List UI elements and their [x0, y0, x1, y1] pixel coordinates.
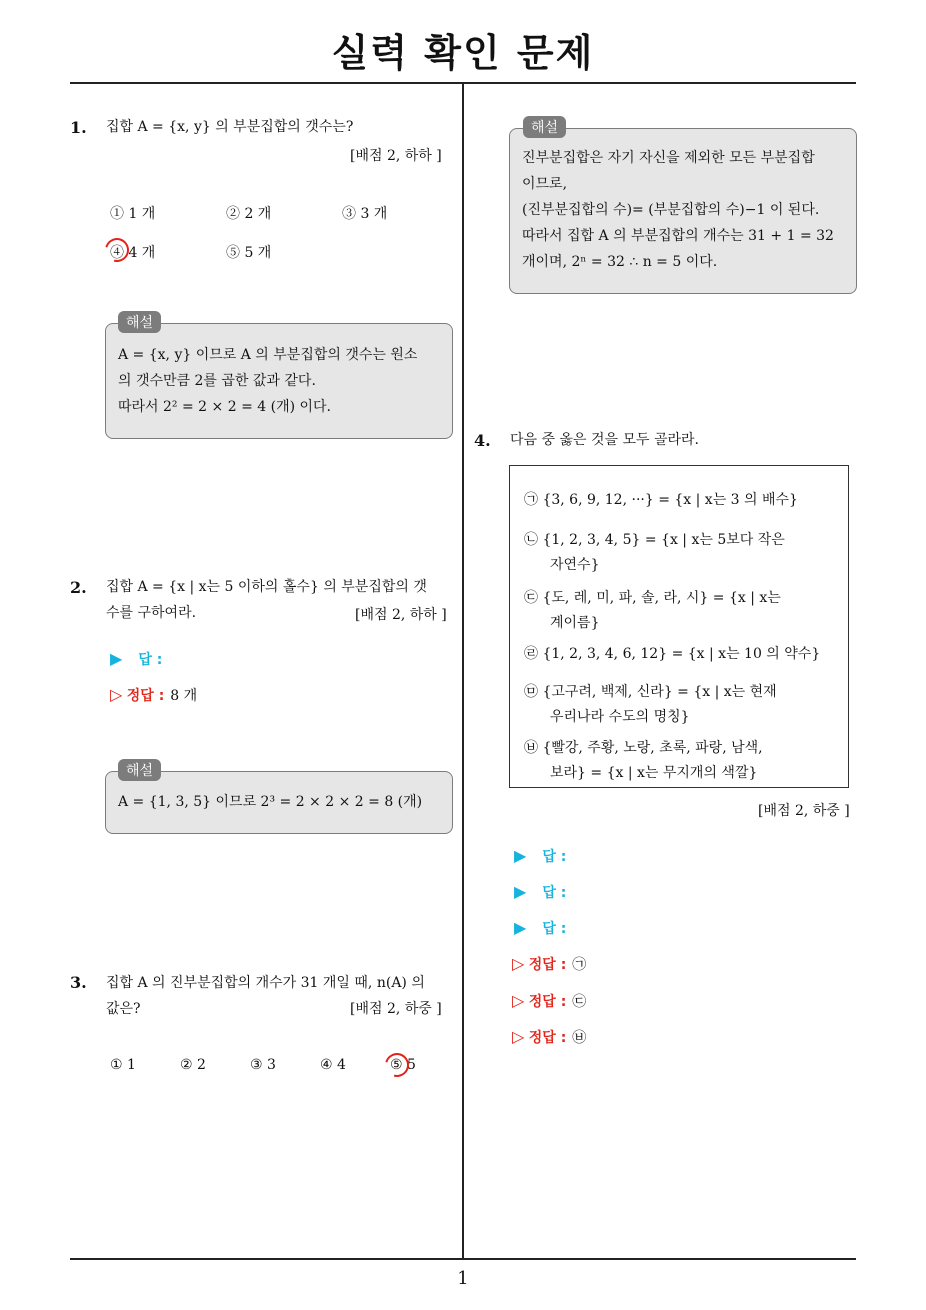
solution-tab: 해설 [118, 759, 161, 781]
footer-divider [70, 1258, 856, 1260]
solution-text [522, 145, 834, 275]
choice-4[interactable]: ④ 4 [320, 1057, 346, 1073]
correct-label: 정답 : [126, 688, 165, 704]
question-number: 3. [70, 973, 87, 992]
choice-5[interactable]: ⑤ 5 [390, 1057, 416, 1073]
options-box [509, 465, 849, 788]
option-line: 보라} = {x | x는 무지개의 색깔} [550, 765, 758, 781]
solution-line: 따라서 2² = 2 × 2 = 4 (개) 이다. [118, 399, 332, 415]
option-line: ㉥ {빨강, 주황, 노랑, 초록, 파랑, 남색, [524, 740, 763, 756]
option-item[interactable] [524, 680, 777, 730]
solution-line: (진부분집합의 수)= (부분집합의 수)−1 이 된다. [522, 202, 820, 218]
question-text: 집합 A = {x, y} 의 부분집합의 갯수는? [106, 119, 354, 135]
correct-value: 8 개 [170, 688, 198, 704]
choice-3[interactable]: ③ 3 [250, 1057, 276, 1073]
question-number: 4. [474, 431, 491, 450]
score-meta: [배점 2, 하중 ] [350, 1001, 442, 1017]
correct-label: 정답 : [528, 1030, 567, 1046]
correct-answer [512, 1027, 586, 1047]
question-text: 다음 중 옳은 것을 모두 골라라. [510, 432, 699, 448]
option-line: ㉤ {고구려, 백제, 신라} = {x | x는 현재 [524, 684, 777, 700]
option-item[interactable] [524, 736, 763, 786]
answer-field[interactable] [514, 918, 566, 938]
solution-box [105, 323, 453, 439]
solution-line: A = {1, 3, 5} 이므로 2³ = 2 × 2 × 2 = 8 (개) [118, 794, 423, 810]
solution-line: 의 갯수만큼 2를 곱한 값과 같다. [118, 373, 316, 389]
option-line: ㉢ {도, 레, 미, 파, 솔, 라, 시} = {x | x는 [524, 590, 781, 606]
correct-answer [512, 954, 586, 974]
solution-line: 이므로, [522, 176, 568, 192]
outline-play-icon: ▷ [512, 954, 525, 973]
solution-line: 따라서 집합 A 의 부분집합의 개수는 31 + 1 = 32 [522, 228, 834, 244]
solution-tab: 해설 [118, 311, 161, 333]
play-icon: ▶ [514, 882, 527, 901]
solution-box [509, 128, 857, 294]
option-line: ㉠ {3, 6, 9, 12, ···} = {x | x는 3 의 배수} [524, 492, 798, 508]
choice-2[interactable]: ② 2 개 [226, 206, 272, 222]
option-item[interactable] [524, 642, 820, 667]
answer-label: 답 : [542, 921, 567, 937]
answer-label: 답 : [138, 652, 163, 668]
option-item[interactable] [524, 528, 785, 578]
question-text-line: 값은? [106, 1001, 141, 1017]
question-number: 2. [70, 578, 87, 597]
choice-5[interactable]: ⑤ 5 개 [226, 245, 272, 261]
correct-answer [110, 685, 197, 705]
solution-text [118, 342, 417, 420]
page-number: 1 [457, 1268, 469, 1289]
question-text-line: 수를 구하여라. [106, 605, 197, 621]
page-title: 실력 확인 문제 [331, 31, 595, 75]
solution-tab: 해설 [523, 116, 566, 138]
score-meta: [배점 2, 하하 ] [355, 607, 447, 623]
outline-play-icon: ▷ [512, 991, 525, 1010]
question-text-line: 집합 A = {x | x는 5 이하의 홀수} 의 부분집합의 갯 [106, 579, 427, 595]
score-meta: [배점 2, 하중 ] [758, 803, 850, 819]
answer-field[interactable] [514, 846, 566, 866]
choice-3[interactable]: ③ 3 개 [342, 206, 388, 222]
choice-1[interactable]: ① 1 개 [110, 206, 156, 222]
option-line: 계이름} [550, 615, 600, 631]
correct-label: 정답 : [528, 994, 567, 1010]
correct-answer [512, 991, 586, 1011]
solution-line: 진부분집합은 자기 자신을 제외한 모든 부분집합 [522, 150, 815, 166]
selected-answer-mark [381, 1049, 414, 1082]
answer-field[interactable] [514, 882, 566, 902]
correct-value: ㉥ [572, 1030, 587, 1046]
option-item[interactable] [524, 488, 798, 513]
score-meta: [배점 2, 하하 ] [350, 148, 442, 164]
answer-field[interactable] [110, 649, 162, 669]
answer-label: 답 : [542, 885, 567, 901]
solution-line: 개이며, 2ⁿ = 32 ∴ n = 5 이다. [522, 254, 718, 270]
question-text-line: 집합 A 의 진부분집합의 개수가 31 개일 때, n(A) 의 [106, 975, 425, 991]
correct-value: ㉠ [572, 957, 587, 973]
option-line: ㉡ {1, 2, 3, 4, 5} = {x | x는 5보다 작은 [524, 532, 785, 548]
correct-value: ㉢ [572, 994, 587, 1010]
column-divider [462, 84, 464, 1258]
option-line: 자연수} [550, 557, 600, 573]
question-number: 1. [70, 118, 87, 137]
solution-text [118, 789, 422, 815]
play-icon: ▶ [514, 918, 527, 937]
play-icon: ▶ [110, 649, 123, 668]
choice-1[interactable]: ① 1 [110, 1057, 136, 1073]
answer-label: 답 : [542, 849, 567, 865]
option-line: 우리나라 수도의 명칭} [550, 709, 690, 725]
solution-line: A = {x, y} 이므로 A 의 부분집합의 갯수는 원소 [118, 347, 418, 363]
outline-play-icon: ▷ [512, 1027, 525, 1046]
choice-4[interactable]: ④ 4 개 [110, 245, 156, 261]
outline-play-icon: ▷ [110, 685, 123, 704]
play-icon: ▶ [514, 846, 527, 865]
choice-2[interactable]: ② 2 [180, 1057, 206, 1073]
option-line: ㉣ {1, 2, 3, 4, 6, 12} = {x | x는 10 의 약수} [524, 646, 821, 662]
correct-label: 정답 : [528, 957, 567, 973]
option-item[interactable] [524, 586, 781, 636]
